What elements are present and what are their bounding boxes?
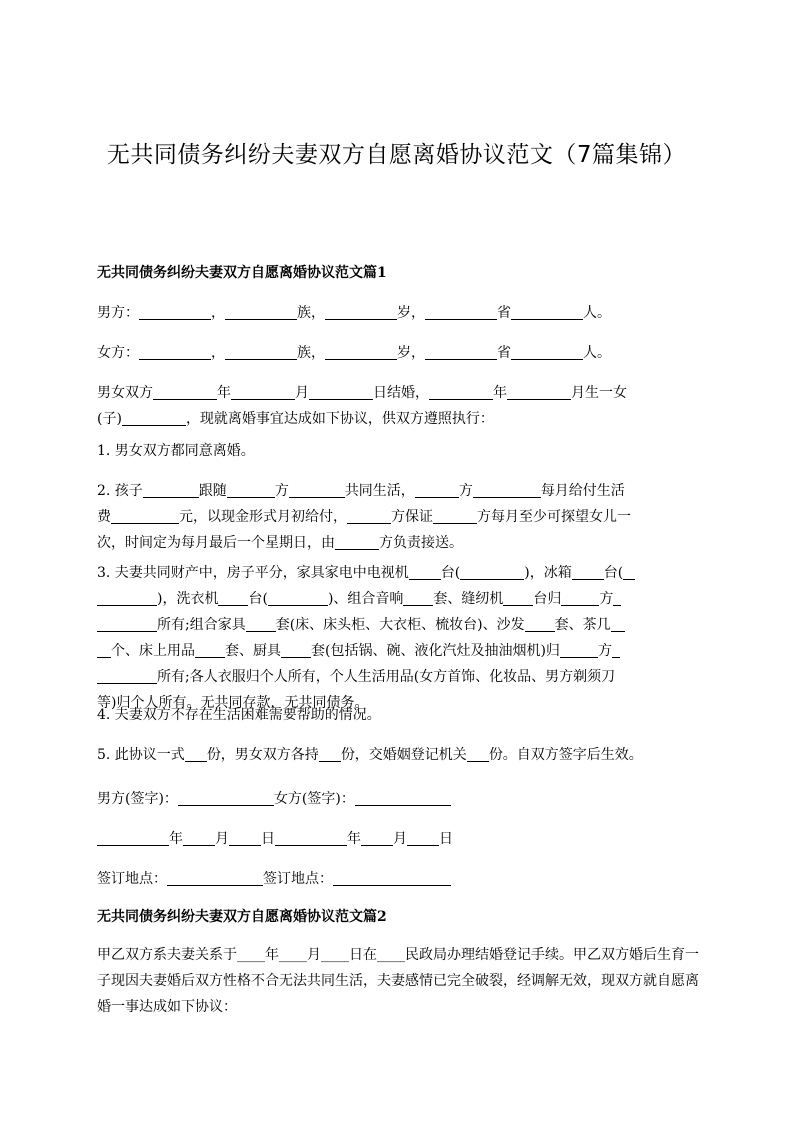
- text: 个、床上用品: [111, 643, 195, 659]
- blank: [281, 641, 311, 658]
- blank: [612, 641, 620, 658]
- text: 月: [393, 831, 407, 847]
- text: 台(: [440, 565, 461, 581]
- text: 所有;组合家具: [157, 617, 246, 633]
- text: 方保证: [391, 509, 433, 525]
- ren-text: 人。: [583, 305, 611, 321]
- blank: [409, 563, 441, 580]
- sheng-text: 省: [497, 305, 511, 321]
- blank: [623, 563, 635, 580]
- blank-ethnicity: [225, 303, 297, 320]
- text: 方: [597, 643, 612, 659]
- text: (子): [97, 411, 122, 427]
- blank: [525, 615, 555, 632]
- text: 费: [97, 509, 111, 525]
- text: 年: [493, 385, 507, 401]
- blank-ethnicity: [225, 343, 297, 360]
- text: 方负责接送。: [379, 535, 463, 551]
- text: 份，男女双方各持: [206, 747, 319, 763]
- blank: [122, 409, 186, 426]
- text: 年: [347, 831, 361, 847]
- blank: [467, 745, 489, 762]
- blank: [97, 829, 169, 846]
- text: 男女双方: [97, 385, 153, 401]
- text: 日结婚，: [373, 385, 429, 401]
- text: 日: [439, 831, 453, 847]
- text: 等)归个人所有。无共同存款，无共同债务。: [97, 695, 369, 711]
- blank: [611, 615, 625, 632]
- text: 台归: [533, 591, 562, 607]
- text: )，冰箱: [524, 565, 572, 581]
- blank: [97, 589, 157, 606]
- blank: [97, 641, 111, 658]
- blank: [97, 615, 157, 632]
- text: 套(包括锅、碗、液化汽灶及抽油烟机)归: [311, 643, 560, 659]
- blank: [561, 589, 599, 606]
- sui-text: 岁，: [397, 305, 425, 321]
- date-line: [97, 826, 699, 852]
- text: 月生一女: [571, 385, 627, 401]
- blank: [167, 869, 263, 886]
- text: 方: [599, 591, 614, 607]
- comma: ，: [211, 305, 225, 321]
- blank: [227, 481, 275, 498]
- blank: [407, 829, 439, 846]
- text: 台(: [248, 591, 268, 607]
- blank: [347, 507, 391, 524]
- blank: [185, 745, 207, 762]
- text: 年: [217, 385, 231, 401]
- woman-signature-label: 女方(签字)：: [273, 791, 355, 807]
- blank: [309, 383, 373, 400]
- text: 年: [169, 831, 183, 847]
- text: 共同生活，: [344, 483, 415, 499]
- text: 台(: [603, 565, 624, 581]
- text: 套、厨具: [225, 643, 281, 659]
- blank: [111, 507, 179, 524]
- text: 3. 夫妻共同财产中，房子平分，家具家电中电视机: [97, 565, 409, 581]
- text: 套(床、床头柜、大衣柜、梳妆台)、沙发: [275, 617, 525, 633]
- text: )，洗衣机: [157, 591, 219, 607]
- text: 方: [274, 483, 289, 499]
- blank-age: [325, 303, 397, 320]
- blank: [183, 829, 215, 846]
- blank: [246, 615, 276, 632]
- item-5: [97, 742, 699, 768]
- text: 元，以现金形式月初给付，: [179, 509, 347, 525]
- blank: [503, 589, 533, 606]
- place-label: 签订地点：: [263, 871, 333, 887]
- blank: [153, 383, 217, 400]
- blank: [218, 589, 248, 606]
- blank: [97, 667, 157, 684]
- text: 份，交婚姻登记机关: [340, 747, 467, 763]
- blank: [275, 829, 347, 846]
- section-heading-2: 无共同债务纠纷夫妻双方自愿离婚协议范文篇2: [97, 909, 387, 925]
- blank: [268, 589, 328, 606]
- text: 次，时间定为每月最后一个星期日，由: [97, 535, 335, 551]
- blank-name: [139, 343, 211, 360]
- blank: [289, 481, 345, 498]
- blank: [473, 481, 541, 498]
- blank: [507, 383, 571, 400]
- text: 套、缝纫机: [433, 591, 504, 607]
- blank-age: [325, 343, 397, 360]
- blank: [429, 383, 493, 400]
- zu-text: 族，: [297, 305, 325, 321]
- text: 份。自双方签字后生效。: [488, 747, 643, 763]
- blank-city: [511, 343, 583, 360]
- blank: [361, 829, 393, 846]
- blank: [229, 829, 261, 846]
- blank: [560, 641, 598, 658]
- text: 所有;各人衣服归个人所有，个人生活用品(女方首饰、化妆品、男方剃须刀: [157, 669, 616, 685]
- ren-text: 人。: [583, 345, 611, 361]
- item-2: [97, 478, 699, 556]
- text: )、组合音响: [327, 591, 404, 607]
- document-title: 无共同债务纠纷夫妻双方自愿离婚协议范文（7篇集锦）: [106, 142, 687, 168]
- text: 每月给付生活: [540, 483, 625, 499]
- blank-province: [425, 343, 497, 360]
- man-info-line: [97, 300, 699, 326]
- blank: [613, 589, 621, 606]
- blank: [572, 563, 604, 580]
- man-signature-blank: [178, 789, 274, 806]
- comma: ，: [211, 345, 225, 361]
- blank-city: [511, 303, 583, 320]
- blank: [403, 589, 433, 606]
- item-1: 1. 男女双方都同意离婚。: [97, 443, 255, 459]
- blank: [231, 383, 295, 400]
- blank: [319, 745, 341, 762]
- woman-signature-blank: [355, 789, 451, 806]
- item-4: 4. 夫妻双方不存在生活困难需要帮助的情况。: [97, 707, 381, 723]
- text: 跟随: [198, 483, 227, 499]
- text: 方: [458, 483, 473, 499]
- blank: [335, 533, 379, 550]
- text: 套、茶几: [554, 617, 611, 633]
- text: 2. 孩子: [97, 483, 143, 499]
- place-label: 签订地点：: [97, 871, 167, 887]
- item-3: [97, 560, 699, 716]
- woman-info-line: [97, 340, 699, 366]
- blank: [433, 507, 477, 524]
- section-2-paragraph: 甲乙双方系夫妻关系于____年____月____日在____民政局办理结婚登记手续。甲乙双方婚后生育一子现因夫妻婚后双方性格不合无法共同生活，夫妻感情已完全破裂，经调解无效，现双方就自愿离婚一事达成如下协议：: [97, 947, 699, 1015]
- text: ，现就离婚事宜达成如下协议，供双方遵照执行：: [185, 411, 494, 427]
- text: 方每月至少可探望女儿一: [477, 509, 631, 525]
- text: 月: [215, 831, 229, 847]
- section-heading-1: 无共同债务纠纷夫妻双方自愿离婚协议范文篇1: [97, 265, 387, 281]
- text: 月: [295, 385, 309, 401]
- blank: [415, 481, 459, 498]
- man-signature-label: 男方(签字)：: [97, 791, 178, 807]
- signature-line: [97, 786, 699, 812]
- marriage-paragraph: [97, 380, 699, 432]
- sheng-text: 省: [497, 345, 511, 361]
- sui-text: 岁，: [397, 345, 425, 361]
- place-line: [97, 866, 699, 892]
- blank-province: [425, 303, 497, 320]
- blank: [143, 481, 199, 498]
- blank-name: [139, 303, 211, 320]
- woman-label: 女方：: [97, 345, 139, 361]
- blank: [460, 563, 524, 580]
- text: 5. 此协议一式: [97, 747, 185, 763]
- zu-text: 族，: [297, 345, 325, 361]
- man-label: 男方：: [97, 305, 139, 321]
- blank: [333, 869, 451, 886]
- text: 日: [261, 831, 275, 847]
- blank: [195, 641, 225, 658]
